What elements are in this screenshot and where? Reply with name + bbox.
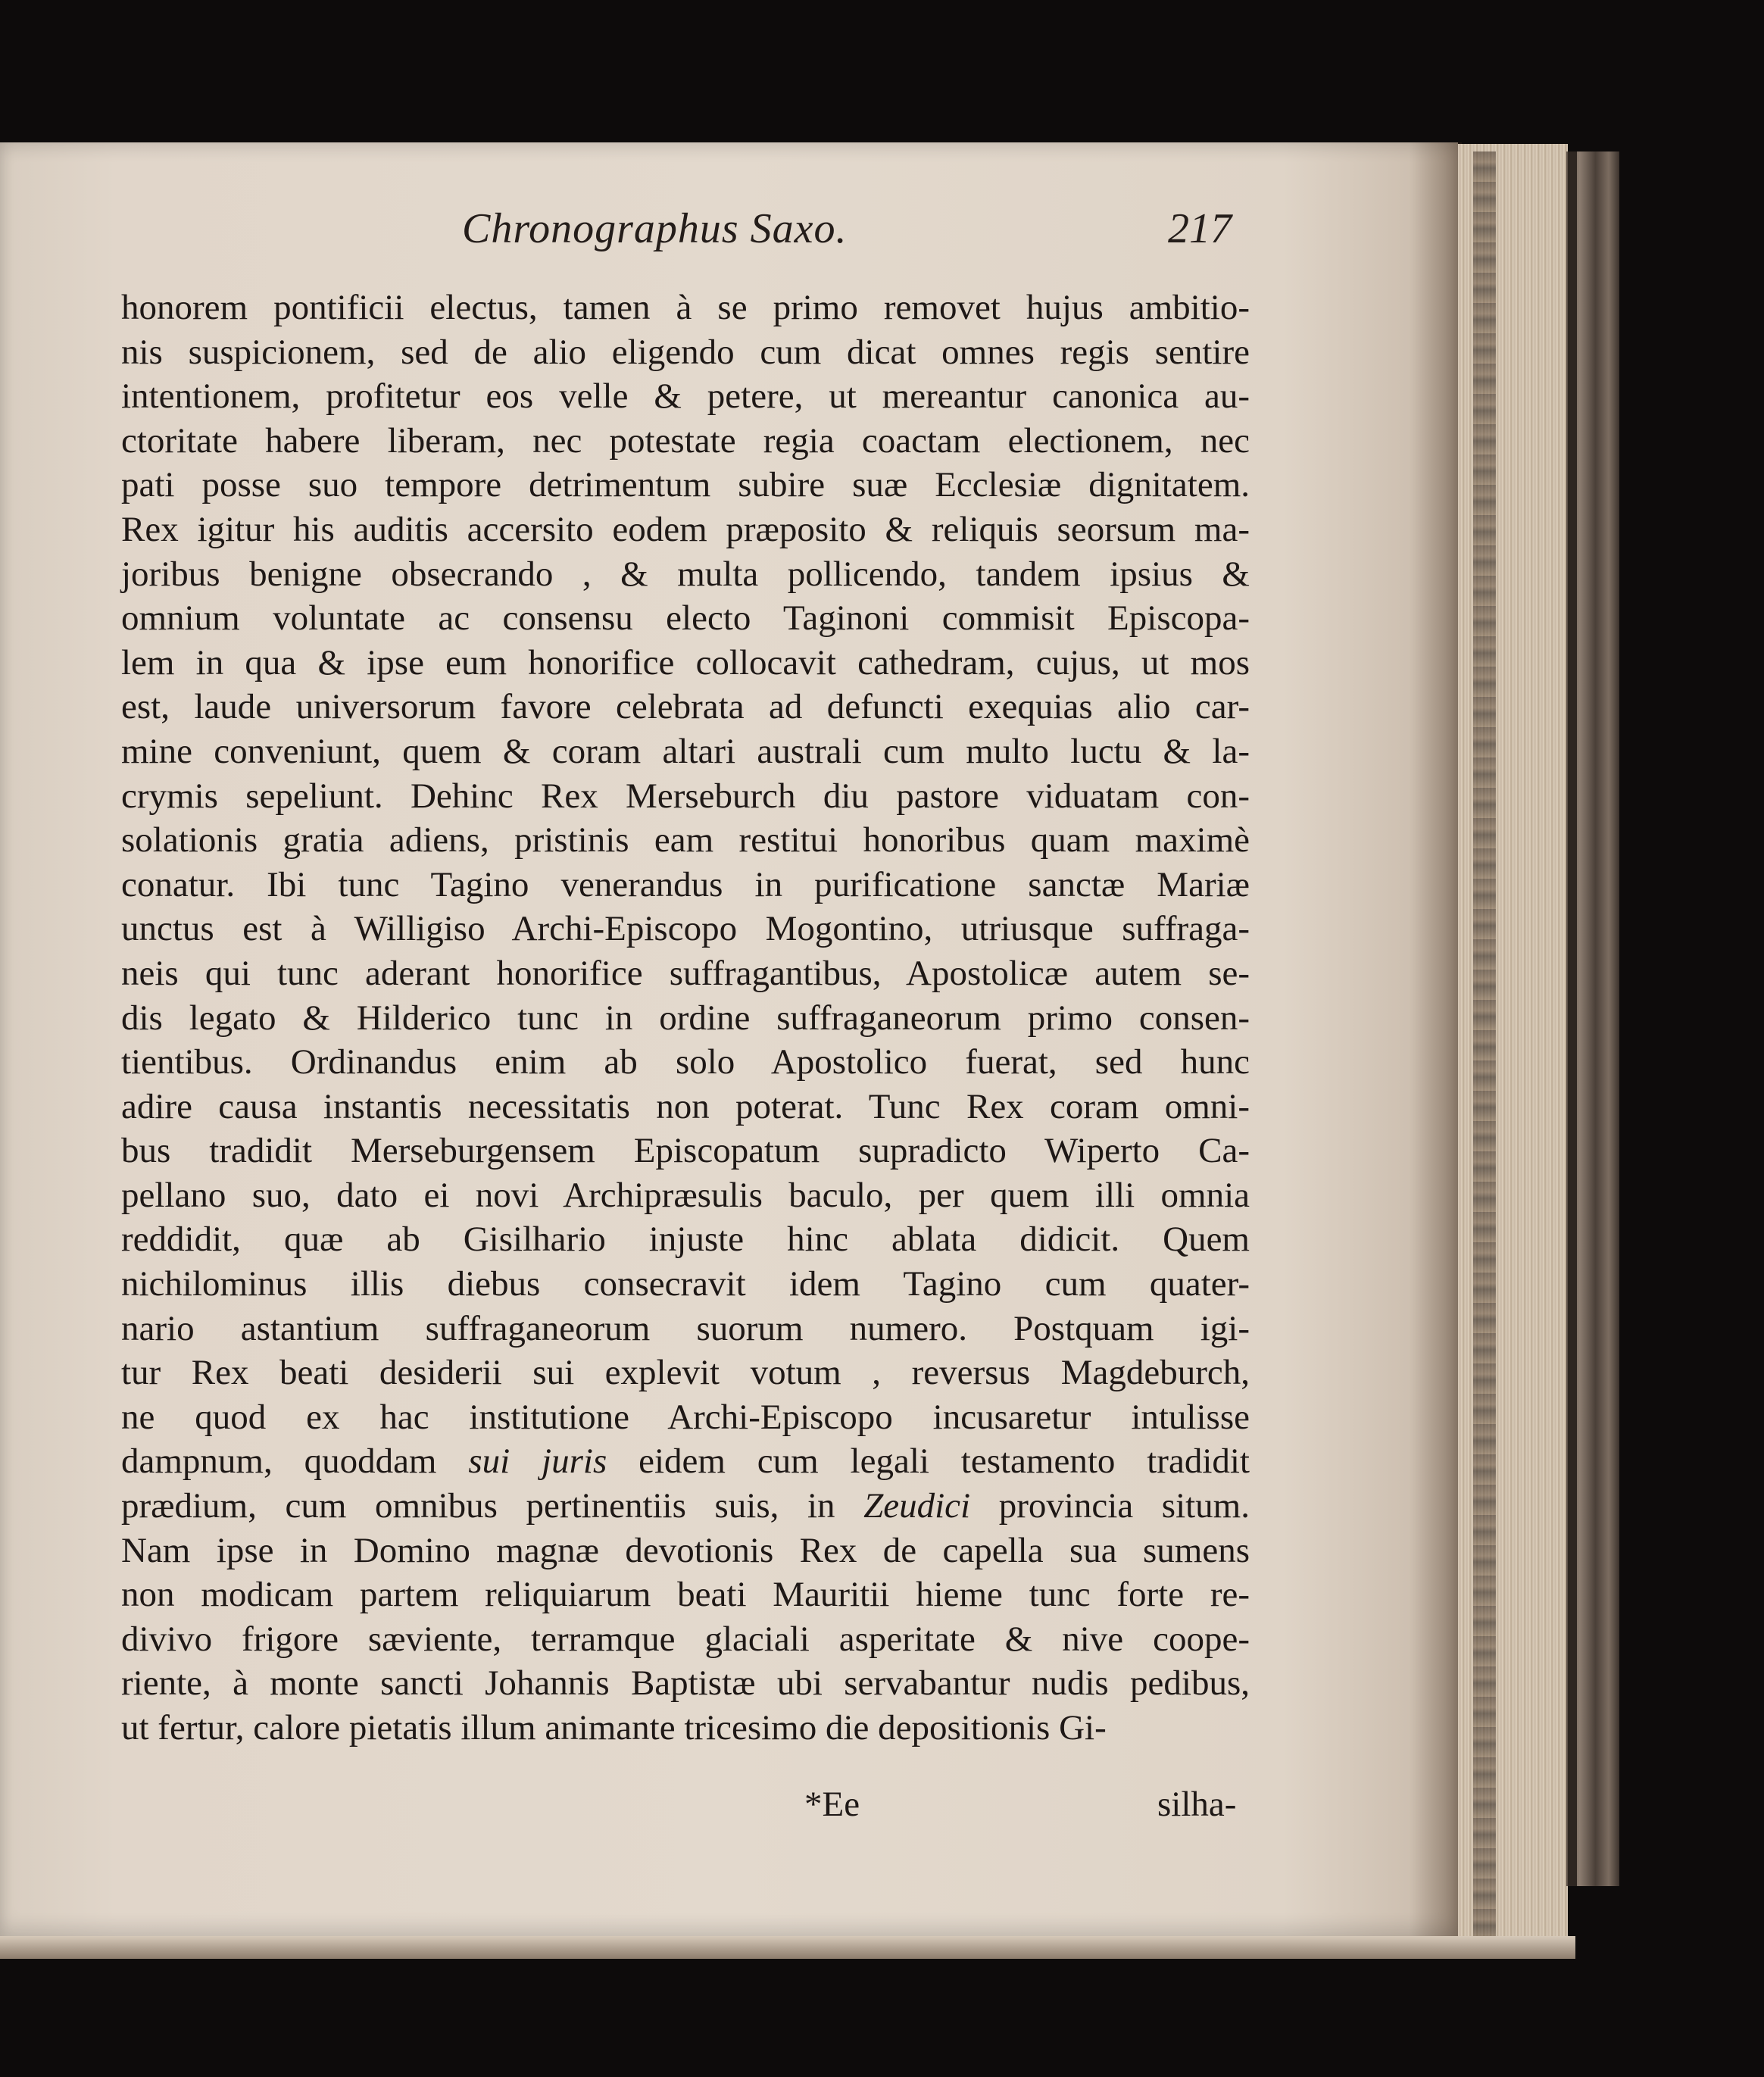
text-line: joribus benigne obsecrando , & multa pollicendo, tandem ipsius &	[121, 554, 1250, 594]
text-line: Nam ipse in Domino magnæ devotionis Rex de capella sua sumens	[121, 1530, 1250, 1570]
italic-phrase: Zeudici	[863, 1486, 971, 1526]
text-line: ut fertur, calore pietatis illum animante tricesimo die depositionis Gi-	[121, 1708, 1107, 1747]
text-line: nichilominus illis diebus consecravit idem Tagino cum quater-	[121, 1264, 1250, 1304]
text-line: ne quod ex hac institutione Archi-Episcopo incusaretur intulisse	[121, 1397, 1250, 1437]
text-line: Rex igitur his auditis accersito eodem præposito & reliquis seorsum ma-	[121, 509, 1250, 549]
text-line: riente, à monte sancti Johannis Baptistæ ubi servabantur nudis pedibus,	[121, 1663, 1250, 1704]
page-bottom-edge	[0, 1936, 1575, 1959]
text-line: pati posse suo tempore detrimentum subire suæ Ecclesiæ dignitatem.	[121, 465, 1250, 505]
text-line: honorem pontificii electus, tamen à se primo removet hujus ambitio-	[121, 288, 1250, 327]
text-line: crymis sepeliunt. Dehinc Rex Merseburch diu pastore viduatam con-	[121, 776, 1250, 816]
text-line: est, laude universorum favore celebrata ad defuncti exequias alio car-	[121, 687, 1250, 727]
text-line: intentionem, profitetur eos velle & petere, ut mereantur canonica au-	[121, 376, 1250, 417]
body-text	[121, 286, 1250, 1751]
text-line: bus tradidit Merseburgensem Episcopatum supradicto Wiperto Ca-	[121, 1131, 1250, 1171]
text-line: prædium, cum omnibus pertinentiis suis, in Zeudici provincia situm.	[121, 1486, 1250, 1526]
text-line: dis legato & Hilderico tunc in ordine suffraganeorum primo consen-	[121, 998, 1250, 1038]
running-head: Chronographus Saxo.	[462, 205, 848, 252]
text-line: mine conveniunt, quem & coram altari australi cum multo luctu & la-	[121, 731, 1250, 771]
text-line: neis qui tunc aderant honorifice suffragantibus, Apostolicæ autem se-	[121, 953, 1250, 993]
text-line: tur Rex beati desiderii sui explevit votum , reversus Magdeburch,	[121, 1353, 1250, 1393]
text-line: dampnum, quoddam sui juris eidem cum legali testamento tradidit	[121, 1441, 1250, 1482]
fore-edge-stain	[1473, 151, 1496, 1939]
text-line: non modicam partem reliquiarum beati Mauritii hieme tunc forte re-	[121, 1575, 1250, 1615]
text-line: omnium voluntate ac consensu electo Taginoni commisit Episcopa-	[121, 598, 1250, 639]
page-edge-shadow	[1409, 142, 1462, 1938]
text-line: solationis gratia adiens, pristinis eam restitui honoribus quam maximè	[121, 820, 1250, 860]
text-line: nario astantium suffraganeorum suorum numero. Postquam igi-	[121, 1308, 1250, 1348]
text-line: adire causa instantis necessitatis non poterat. Tunc Rex coram omni-	[121, 1086, 1250, 1126]
text-line: ctoritate habere liberam, nec potestate regia coactam electionem, nec	[121, 420, 1250, 461]
catchword: silha-	[1157, 1785, 1237, 1824]
text-line: conatur. Ibi tunc Tagino venerandus in purificatione sanctæ Mariæ	[121, 864, 1250, 904]
italic-phrase: sui juris	[468, 1441, 607, 1482]
text-line: lem in qua & ipse eum honorifice collocavit cathedram, cujus, ut mos	[121, 642, 1250, 682]
cover-inner-edge	[1568, 151, 1577, 1886]
text-line: unctus est à Willigiso Archi-Episcopo Mogontino, utriusque suffraga-	[121, 909, 1250, 949]
signature-mark: *Ee	[804, 1785, 860, 1824]
text-line: tientibus. Ordinandus enim ab solo Apostolico fuerat, sed hunc	[121, 1042, 1250, 1082]
page-number: 217	[1168, 205, 1232, 252]
text-line: nis suspicionem, sed de alio eligendo cum dicat omnes regis sentire	[121, 332, 1250, 372]
text-line: pellano suo, dato ei novi Archipræsulis baculo, per quem illi omnia	[121, 1175, 1250, 1215]
text-line: divivo frigore sæviente, terramque glaciali asperitate & nive coope-	[121, 1619, 1250, 1659]
text-line: reddidit, quæ ab Gisilhario injuste hinc ablata didicit. Quem	[121, 1220, 1250, 1260]
